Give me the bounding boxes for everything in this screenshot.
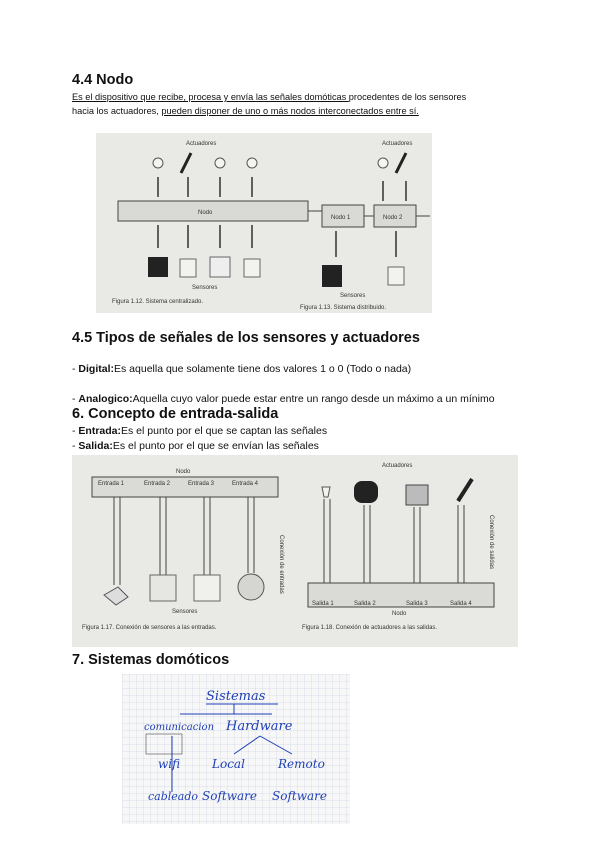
sensor-icon (180, 259, 196, 277)
valve-icon (406, 485, 428, 505)
sensor-icon (210, 257, 230, 277)
nodo-desc-text-2: hacia los actuadores, (72, 106, 162, 116)
sensor-icon (148, 257, 168, 277)
hw-sistemas: Sistemas (206, 689, 266, 704)
bulb-icon (247, 158, 257, 168)
nodo-description (72, 90, 542, 118)
nodo-desc-underlined-1: Es el dispositivo que recibe, procesa y envía las señales domóticas (72, 92, 349, 102)
figure-nodo-photo (96, 133, 432, 313)
hw-hardware: Hardware (226, 719, 293, 734)
sensor-icon (150, 575, 176, 601)
figure-entradas-salidas-photo (72, 455, 518, 647)
hw-wifi: wifi (158, 757, 181, 771)
sensor-icon (194, 575, 220, 601)
fig2-salida-4: Salida 4 (450, 601, 472, 607)
fig1-sensores-left: Sensores (192, 285, 218, 291)
bulb-icon (378, 158, 388, 168)
fig2-salida-1: Salida 1 (312, 601, 334, 607)
analog-label: Analogico: (78, 393, 133, 405)
analog-text: Aquella cuyo valor puede estar entre un rango desde un máximo a un mínimo (132, 393, 495, 405)
sensor-icon (322, 265, 342, 287)
fig1-nodo-bar (118, 201, 308, 221)
lamp-icon (458, 479, 472, 501)
fig2-nodo-left: Nodo (176, 469, 191, 475)
handwritten-notes-drawing (122, 674, 350, 824)
hw-remoto: Remoto (278, 757, 325, 771)
salida-text: Es el punto por el que se envían las señales (112, 440, 319, 452)
nodo-desc-text-1: procedentes de los sensores (348, 92, 467, 102)
siren-icon (354, 481, 378, 503)
fig2-caption-left: Figura 1.17. Conexión de sensores a las entradas. (82, 625, 217, 631)
fig1-nodo2-label: Nodo 2 (383, 215, 403, 221)
fig1-actuadores-left: Actuadores (186, 141, 217, 147)
fig2-conexion-entradas: Conexión de entradas (278, 535, 284, 594)
fig1-nodo1-label: Nodo 1 (331, 215, 351, 221)
hw-software-2: Software (272, 789, 327, 803)
entrada-text: Es el punto por el que se captan las señales (121, 425, 328, 437)
lamp-icon (181, 153, 191, 173)
figure-nodo-diagram (96, 133, 432, 313)
fig1-nodo-label: Nodo (198, 210, 213, 216)
fig2-sensores: Sensores (172, 609, 198, 615)
salida-label: Salida: (78, 440, 113, 452)
hw-local: Local (212, 757, 245, 771)
fig1-actuadores-right: Actuadores (382, 141, 413, 147)
section-title-tipos-senales: 4.5 Tipos de señales de los sensores y actuadores (72, 330, 420, 346)
sensor-icon (388, 267, 404, 285)
hw-comunicacion: comunicacion (144, 722, 215, 733)
entrada-label: Entrada: (78, 425, 122, 437)
bulb-icon (153, 158, 163, 168)
fig1-caption-right: Figura 1.13. Sistema distribuido. (300, 305, 387, 311)
salida-definition: - Salida:Es el punto por el que se envían las señales (72, 440, 319, 452)
fig1-caption-left: Figura 1.12. Sistema centralizado. (112, 299, 204, 305)
bulb-icon (322, 487, 330, 497)
fig2-actuadores: Actuadores (382, 463, 413, 469)
fig2-entrada-4: Entrada 4 (232, 481, 259, 487)
hw-software-1: Software (202, 789, 257, 803)
fig2-caption-right: Figura 1.18. Conexión de actuadores a las salidas. (302, 625, 438, 631)
fig2-entrada-3: Entrada 3 (188, 481, 215, 487)
analog-definition: - Analogico:Aquella cuyo valor puede estar entre un rango desde un máximo a un mínimo (72, 393, 495, 405)
figure-entradas-salidas-diagram (72, 455, 518, 647)
fig2-salida-3: Salida 3 (406, 601, 428, 607)
section-title-entrada-salida: 6. Concepto de entrada-salida (72, 406, 279, 422)
fig2-salida-2: Salida 2 (354, 601, 376, 607)
fig2-nodo-right: Nodo (392, 611, 407, 617)
fig2-nodo-bar-left (92, 477, 278, 497)
digital-text: Es aquella que solamente tiene dos valores 1 o 0 (Todo o nada) (114, 363, 412, 375)
section-title-sistemas-domoticos: 7. Sistemas domóticos (72, 652, 230, 668)
hw-cableado: cableado (148, 790, 199, 803)
digital-label: Digital: (78, 363, 115, 375)
nodo-desc-underlined-2: pueden disponer de uno o más nodos interconectados entre sí. (161, 106, 419, 116)
lamp-icon (396, 153, 406, 173)
bulb-icon (215, 158, 225, 168)
entrada-definition: - Entrada:Es el punto por el que se captan las señales (72, 425, 328, 437)
fig1-sensores-right: Sensores (340, 293, 366, 299)
sensor-icon (238, 574, 264, 600)
sensor-icon (244, 259, 260, 277)
handwritten-notes-photo (122, 674, 350, 824)
fig2-entrada-2: Entrada 2 (144, 481, 171, 487)
fig2-entrada-1: Entrada 1 (98, 481, 125, 487)
key-sensor-icon (104, 587, 128, 605)
fig2-conexion-salidas: Conexión de salidas (488, 515, 494, 570)
digital-definition: - Digital:Es aquella que solamente tiene dos valores 1 o 0 (Todo o nada) (72, 363, 412, 375)
section-title-nodo: 4.4 Nodo (72, 72, 134, 88)
